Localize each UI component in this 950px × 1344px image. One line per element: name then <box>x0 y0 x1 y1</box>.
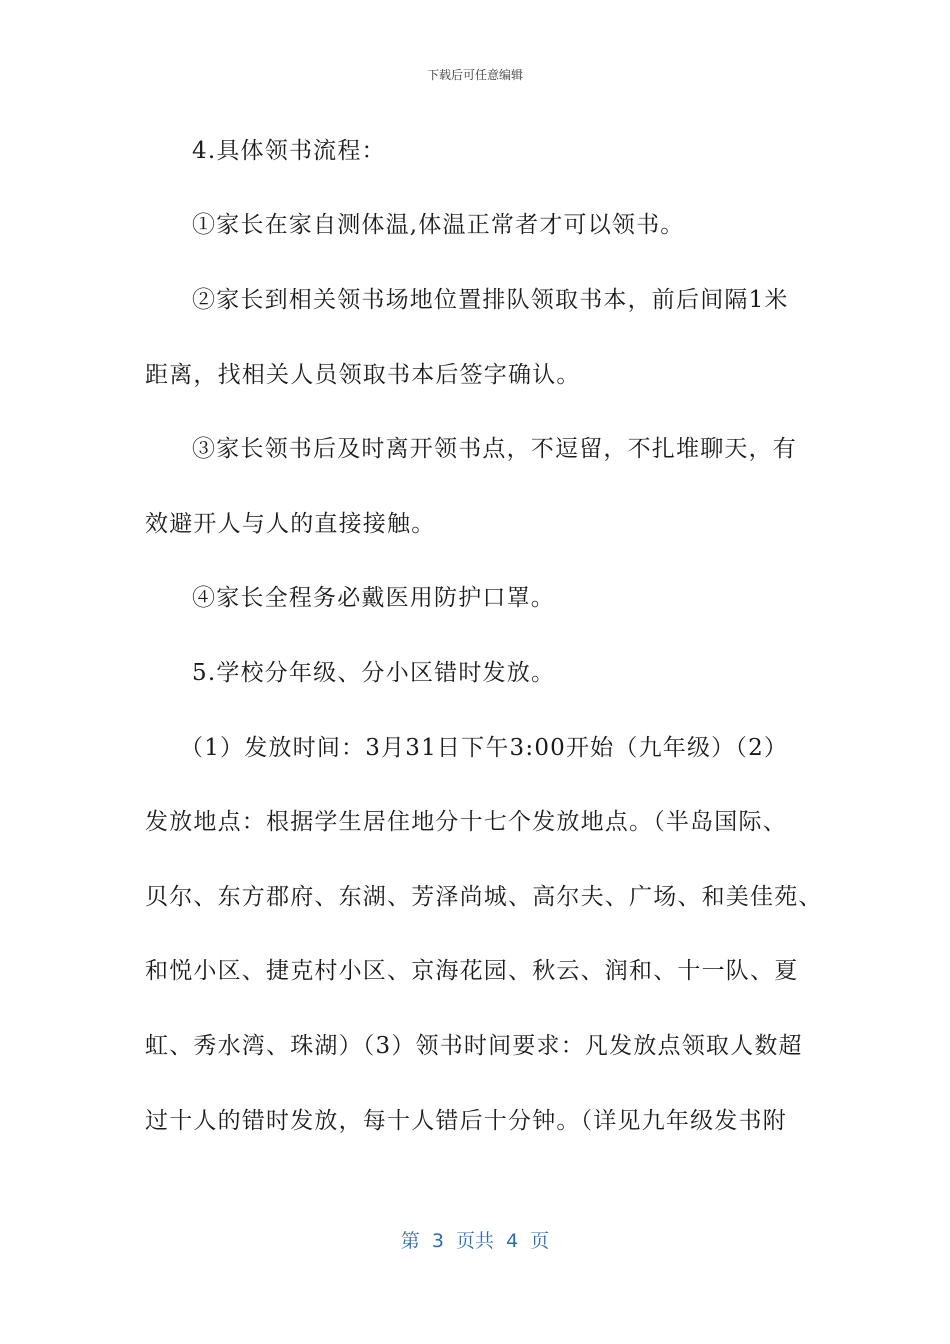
paragraph-line: 4.具体领书流程： <box>192 138 386 164</box>
paragraph-line: ①家长在家自测体温,体温正常者才可以领书。 <box>192 212 685 238</box>
paragraph-line: ③家长领书后及时离开领书点，不逗留，不扎堆聊天，有 <box>192 436 797 462</box>
paragraph-line: ④家长全程务必戴医用防护口罩。 <box>192 585 555 611</box>
paragraph-line: 距离，找相关人员领取书本后签字确认。 <box>145 362 581 388</box>
paragraph-line: （1）发放时间：3月31日下午3:00开始（九年级）（2） <box>180 735 789 761</box>
paragraph-line: 虹、秀水湾、珠湖）（3）领书时间要求：凡发放点领取人数超 <box>145 1033 803 1059</box>
paragraph-line: 发放地点：根据学生居住地分十七个发放地点。（半岛国际、 <box>145 809 787 835</box>
paragraph-line: ②家长到相关领书场地位置排队领取书本，前后间隔1米 <box>192 287 789 313</box>
paragraph-line: 5.学校分年级、分小区错时发放。 <box>192 660 556 686</box>
paragraph-line: 效避开人与人的直接接触。 <box>145 511 436 537</box>
paragraph-line: 和悦小区、捷克村小区、京海花园、秋云、润和、十一队、夏 <box>145 958 799 984</box>
paragraph-line: 贝尔、东方郡府、东湖、芳泽尚城、高尔夫、广场、和美佳苑、 <box>145 884 823 910</box>
page-number-footer: 第 3 页共 4 页 <box>400 1230 550 1252</box>
page-header: 下载后可任意编辑 <box>426 68 523 82</box>
paragraph-line: 过十人的错时发放，每十人错后十分钟。（详见九年级发书附 <box>145 1108 787 1134</box>
